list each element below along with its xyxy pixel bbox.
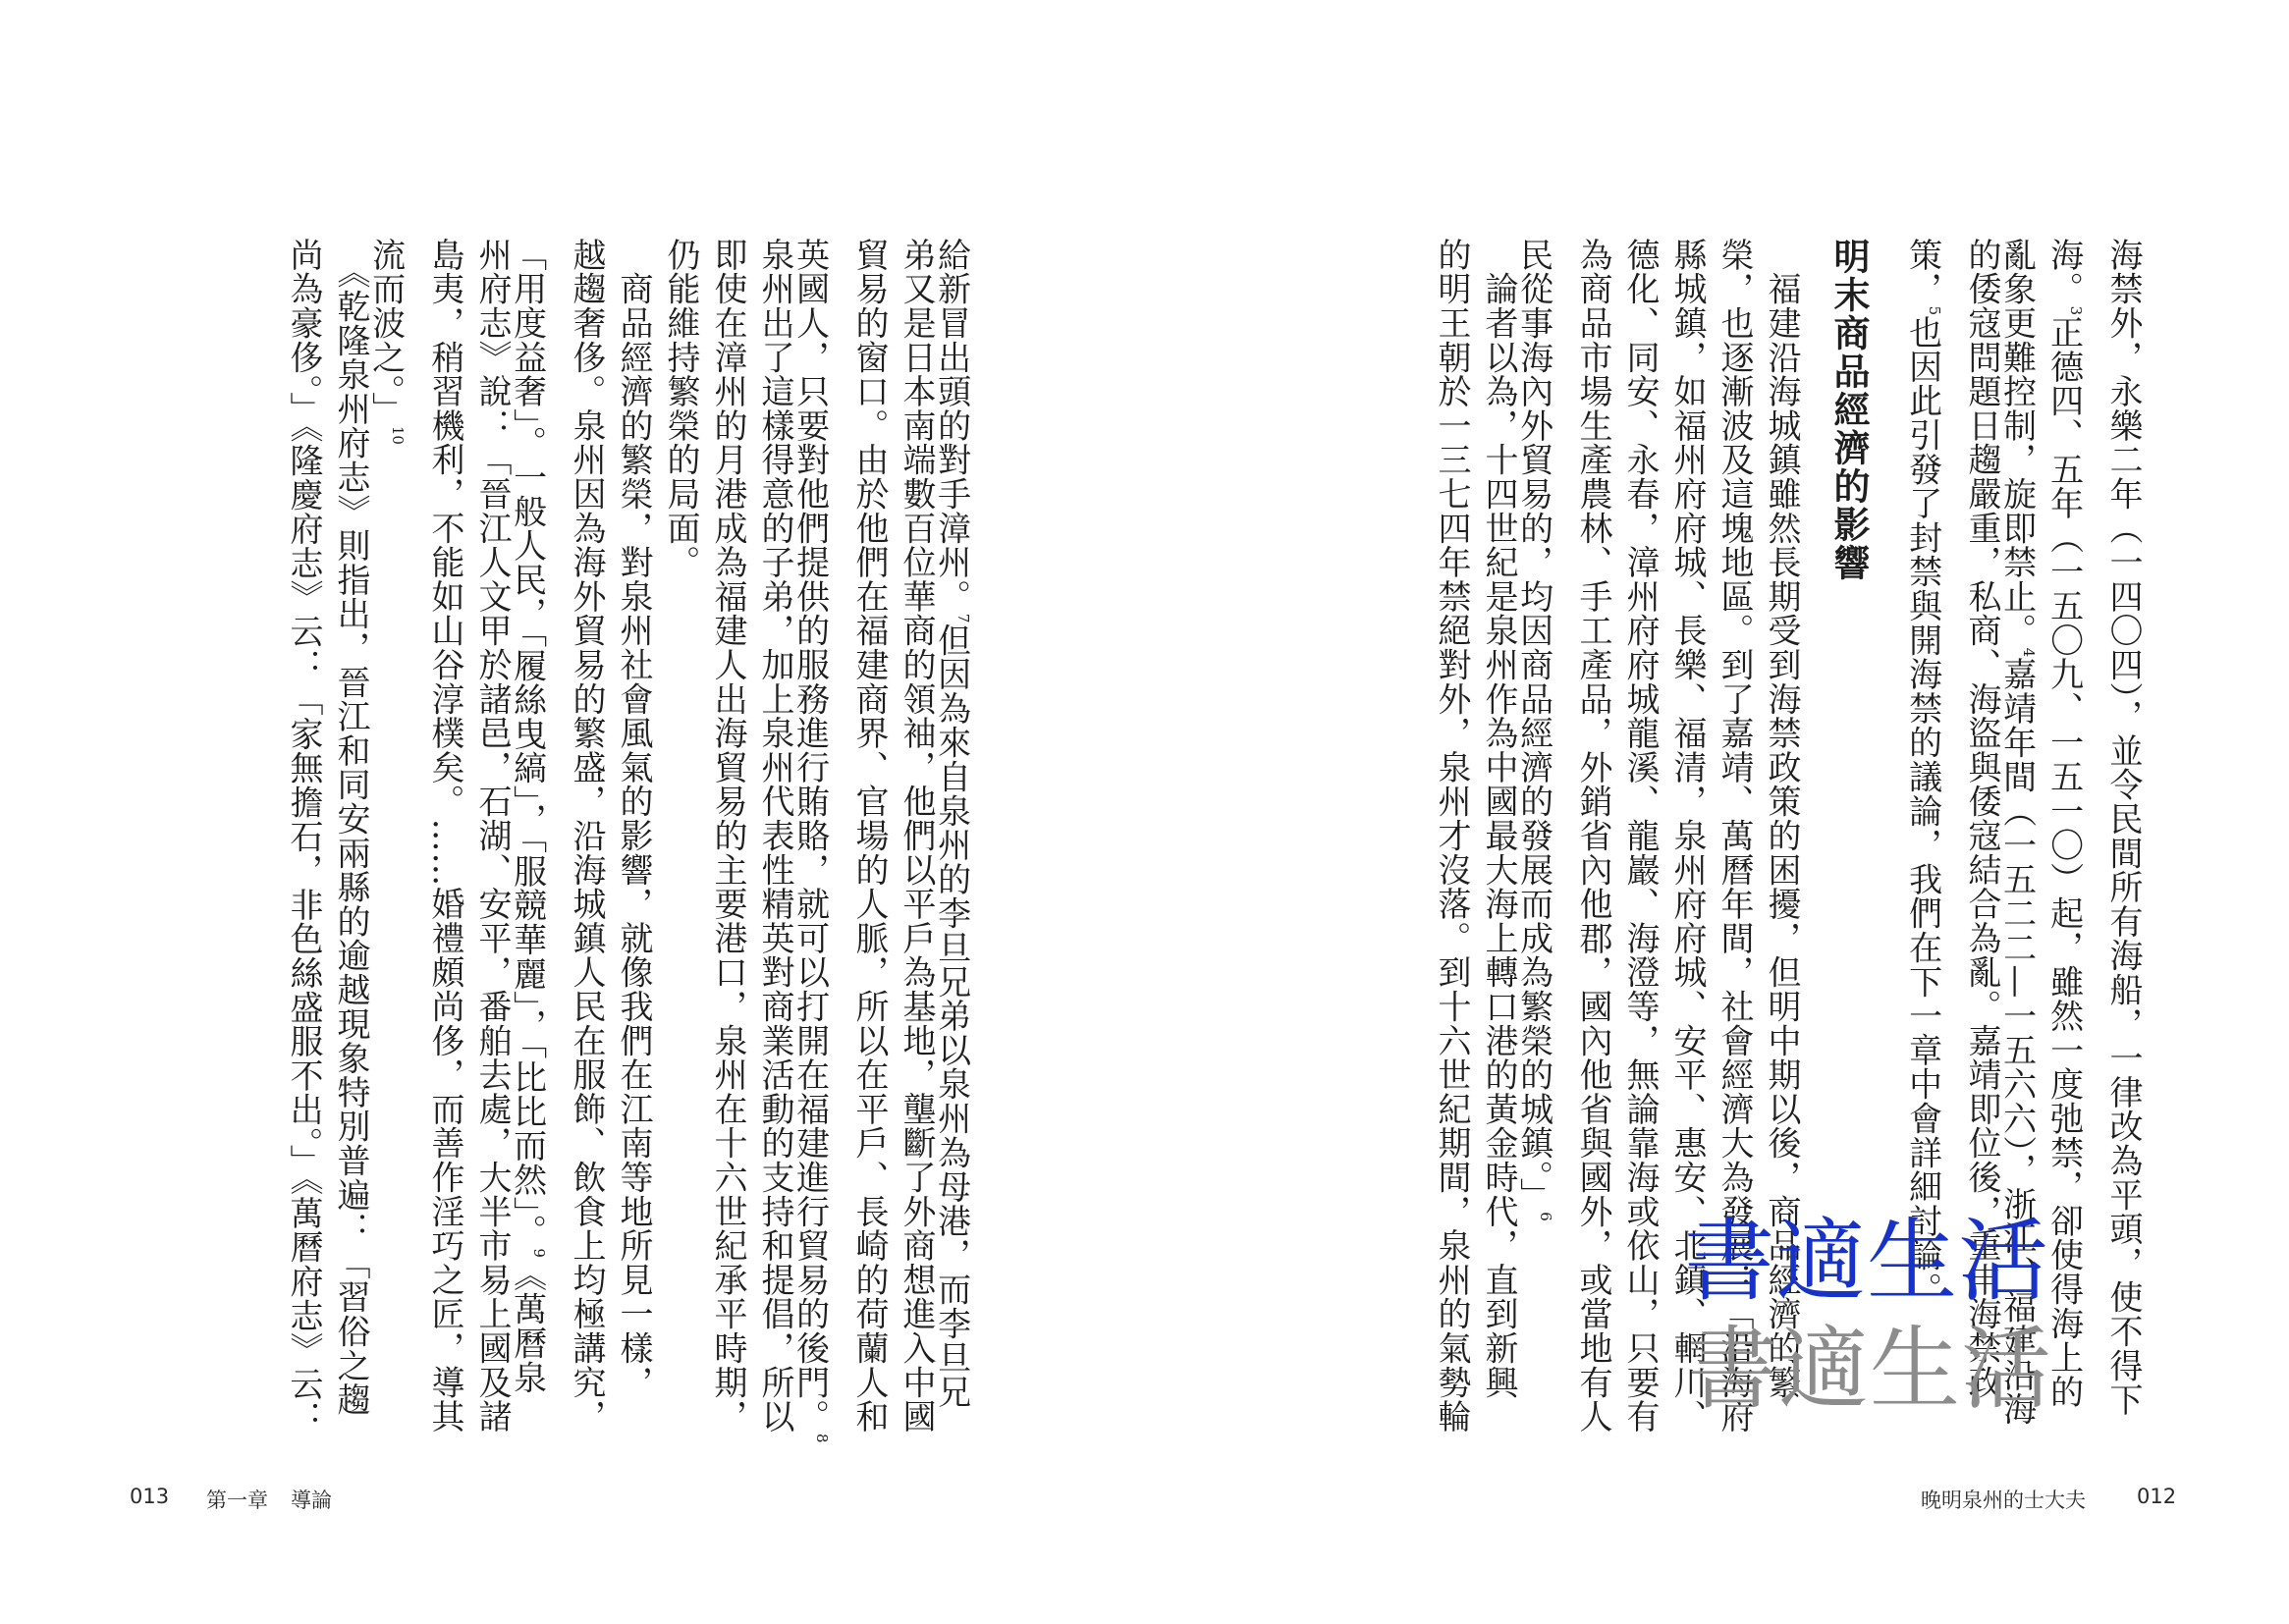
text-column: 貿易的窗口。由於他們在福建商界、官場的人脈，所以在平戶、長崎的荷蘭人和 (849, 238, 889, 1434)
footnote-marker: 4 (2020, 647, 2038, 658)
page-number: 013 (130, 1485, 170, 1508)
text-column: 越趨奢侈。泉州因為海外貿易的繁盛，沿海城鎮人民在服飾、飲食上均極講究， (567, 238, 606, 1434)
chapter-title: 導論 (291, 1489, 332, 1512)
text-column: 尚為豪侈。」《隆慶府志》云：「家無擔石，非色絲盛服不出。」《萬曆府志》云： (284, 238, 323, 1435)
text-column: 仍能維持繁榮的局面。 (661, 238, 700, 579)
text-column: 泉州出了這樣得意的子弟，加上泉州代表性精英對商業活動的支持和提倡，所以 (755, 238, 794, 1434)
left-page (0, 0, 1144, 1624)
text-column: 英國人，只要對他們提供的服務進行賄賂，就可以打開在福建進行貿易的後門。$^8$ (790, 238, 831, 1443)
text-column: 為商品市場生產農林、手工產品，外銷省內他郡，國內他省與國外，或當地有人 (1573, 238, 1612, 1434)
footnote-marker: 3 (2067, 305, 2085, 316)
text-column: 即使在漳州的月港成為福建人出海貿易的主要港口，泉州在十六世紀承平時期， (708, 238, 747, 1434)
text-column: 的倭寇問題日趨嚴重，私商、海盜與倭寇結合為亂。嘉靖即位後，重申海禁政 (1962, 238, 2001, 1400)
footnote-marker: 8 (813, 1434, 831, 1443)
watermark-blue: 書適生活 (1684, 1209, 2050, 1314)
text-column: 海。$^3$正德四、五年（一五〇九、一五一〇）起，雖然一度弛禁，卻使得海上的 (2044, 238, 2085, 1409)
watermark-gray: 書適生活 (1687, 1317, 2053, 1422)
text-column: 論者以為，十四世紀是泉州作為中國最大海上轉口港的黃金時代，直到新興 (1479, 238, 1518, 1400)
text-column: 的明王朝於一三七四年禁絕對外，泉州才沒落。到十六世紀期間，泉州的氣勢輪 (1432, 238, 1471, 1434)
running-title: 晚明泉州的士大夫 (1921, 1489, 2086, 1512)
text-column: 民從事海內外貿易的，均因商品經濟的發展而成為繁榮的城鎮。」$^6$ (1513, 238, 1554, 1221)
text-column: 商品經濟的繁榮，對泉州社會風氣的影響，就像我們在江南等地所見一樣， (614, 238, 653, 1400)
text-column: 德化、同安、永春，漳州府府城龍溪、龍巖、海澄等，無論靠海或依山，只要有 (1620, 238, 1660, 1434)
text-column: 給新冒出頭的對手漳州。$^7$但因為來自泉州的李旦兄弟以泉州為母港，而李旦兄 (931, 238, 972, 1409)
text-column: 流而波之。」$^{10}$ (365, 238, 407, 445)
text-column: 島夷，稍習機利，不能如山谷淳樸矣。……婚禮頗尚侈，而善作淫巧之匠，導其 (425, 238, 464, 1434)
text-column: 策，$^5$也因此引發了封禁與開海禁的議論，我們在下一章中會詳細討論。 (1902, 238, 1943, 1307)
section-heading: 明末商品經濟的影響 (1827, 238, 1870, 582)
footnote-marker: 10 (389, 425, 407, 445)
chapter-label: 第一章 (206, 1489, 268, 1512)
text-column: 榮，也逐漸波及這塊地區。到了嘉靖、萬曆年間，社會經濟大為發展：「沿海府 (1715, 238, 1754, 1434)
text-column: 弟又是日本南端數百位華商的領袖，他們以平戶為基地，壟斷了外商想進入中國 (897, 238, 936, 1434)
footnote-marker: 7 (954, 613, 972, 623)
footnote-marker: 5 (1926, 305, 1943, 316)
text-column: 海禁外，永樂二年（一四〇四），並令民間所有海船，一律改為平頭，使不得下 (2103, 238, 2143, 1417)
page-number: 012 (2137, 1485, 2177, 1508)
text-column: 縣城鎮，如福州府府城、長樂、福清，泉州府府城、安平、惠安、北鎮、輞川、 (1667, 238, 1707, 1434)
text-column: 福建沿海城鎮雖然長期受到海禁政策的困擾，但明中期以後，商品經濟的繁 (1762, 238, 1801, 1400)
footnote-marker: 6 (1537, 1212, 1554, 1221)
right-page (1144, 0, 2289, 1624)
footnote-marker: 9 (530, 1248, 548, 1258)
text-column: 「用度益奢」。一般人民，「履絲曳縞」，「服競華麗」，「比比而然」。$^9$《萬曆泉 (507, 238, 548, 1395)
text-column: 州府志》說：「晉江人文甲於諸邑，石湖、安平，番舶去處，大半市易上國及諸 (472, 238, 512, 1434)
text-column: 《乾隆泉州府志》則指出，晉江和同安兩縣的逾越現象特別普遍：「習俗之趨 (331, 238, 370, 1417)
text-column: 亂象更難控制，旋即禁止。$^4$嘉靖年間（一五二二—一五六六），浙江、福建沿海 (1996, 238, 2038, 1427)
